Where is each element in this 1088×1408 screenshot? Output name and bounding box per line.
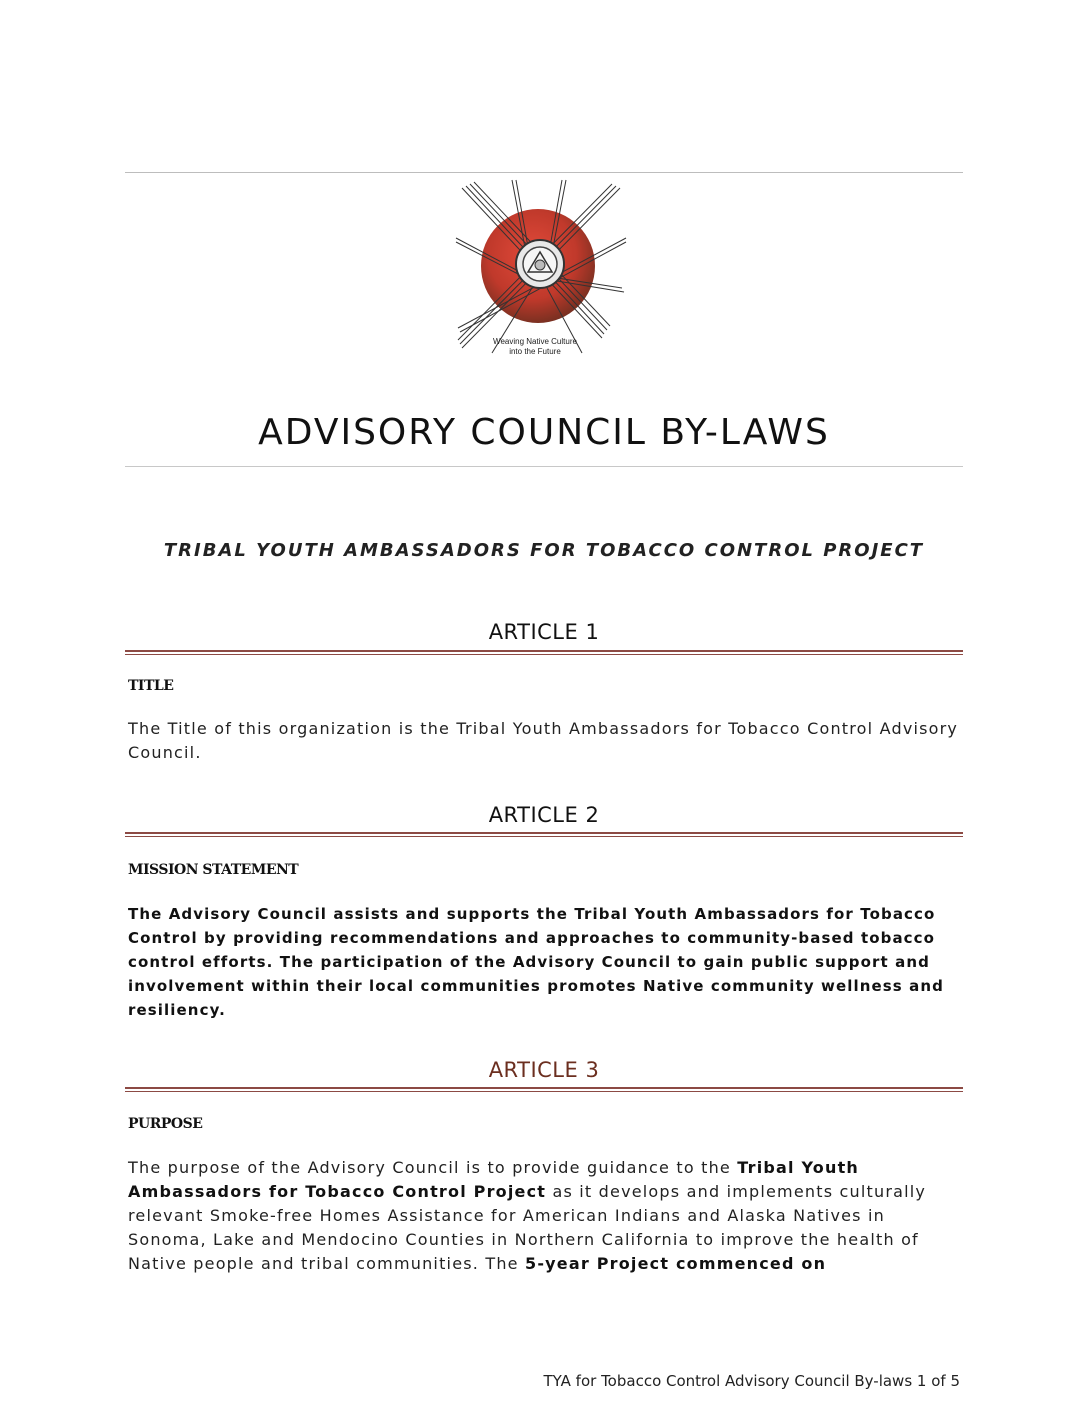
article-3-body-part2: as it develops and implements culturally relevant Smoke-free Homes Assistance for American Indians and Alaska Natives in Sonoma, Lake and Mendocino Counties in Northern California to improve the health of Native people and tribal communities. The [128, 1182, 927, 1273]
article-2-heading: ARTICLE 2 [488, 803, 600, 827]
document-title: ADVISORY COUNCIL BY-LAWS [258, 412, 830, 453]
article-3-rule [125, 1087, 963, 1092]
article-3-project-name: Tribal Youth Ambassadors for Tobacco Control Project [128, 1158, 860, 1201]
page-footer: TYA for Tobacco Control Advisory Council By-laws 1 of 5 [543, 1372, 960, 1390]
article-3-body [128, 1156, 960, 1276]
article-1-body: The Title of this organization is the Tribal Youth Ambassadors for Tobacco Control Advisory Council. [128, 719, 959, 762]
logo-caption-line1: Weaving Native Culture [493, 337, 577, 346]
article-3-heading: ARTICLE 3 [488, 1058, 600, 1082]
article-2-label: MISSION STATEMENT [128, 862, 299, 878]
article-3-commencement: 5-year Project commenced on [525, 1254, 827, 1273]
article-1-rule [125, 650, 963, 655]
logo-caption [480, 337, 590, 357]
article-2-body: The Advisory Council assists and supports the Tribal Youth Ambassadors for Tobacco Control by providing recommendations and approaches to community-based tobacco control efforts. The participation of the Advisory Council to gain public support and involvement within their local communities promotes Native community wellness and resiliency. [128, 905, 944, 1019]
top-divider [125, 172, 963, 173]
title-divider [125, 466, 963, 467]
document-subtitle: TRIBAL YOUTH AMBASSADORS FOR TOBACCO CONTROL PROJECT [163, 540, 925, 561]
article-1-label: TITLE [128, 678, 174, 694]
article-3-body-part1: The purpose of the Advisory Council is to provide guidance to the [128, 1158, 738, 1177]
article-2-rule [125, 832, 963, 837]
article-1-heading: ARTICLE 1 [488, 620, 600, 644]
logo-caption-line2: into the Future [509, 347, 561, 356]
article-3-label: PURPOSE [128, 1116, 203, 1132]
